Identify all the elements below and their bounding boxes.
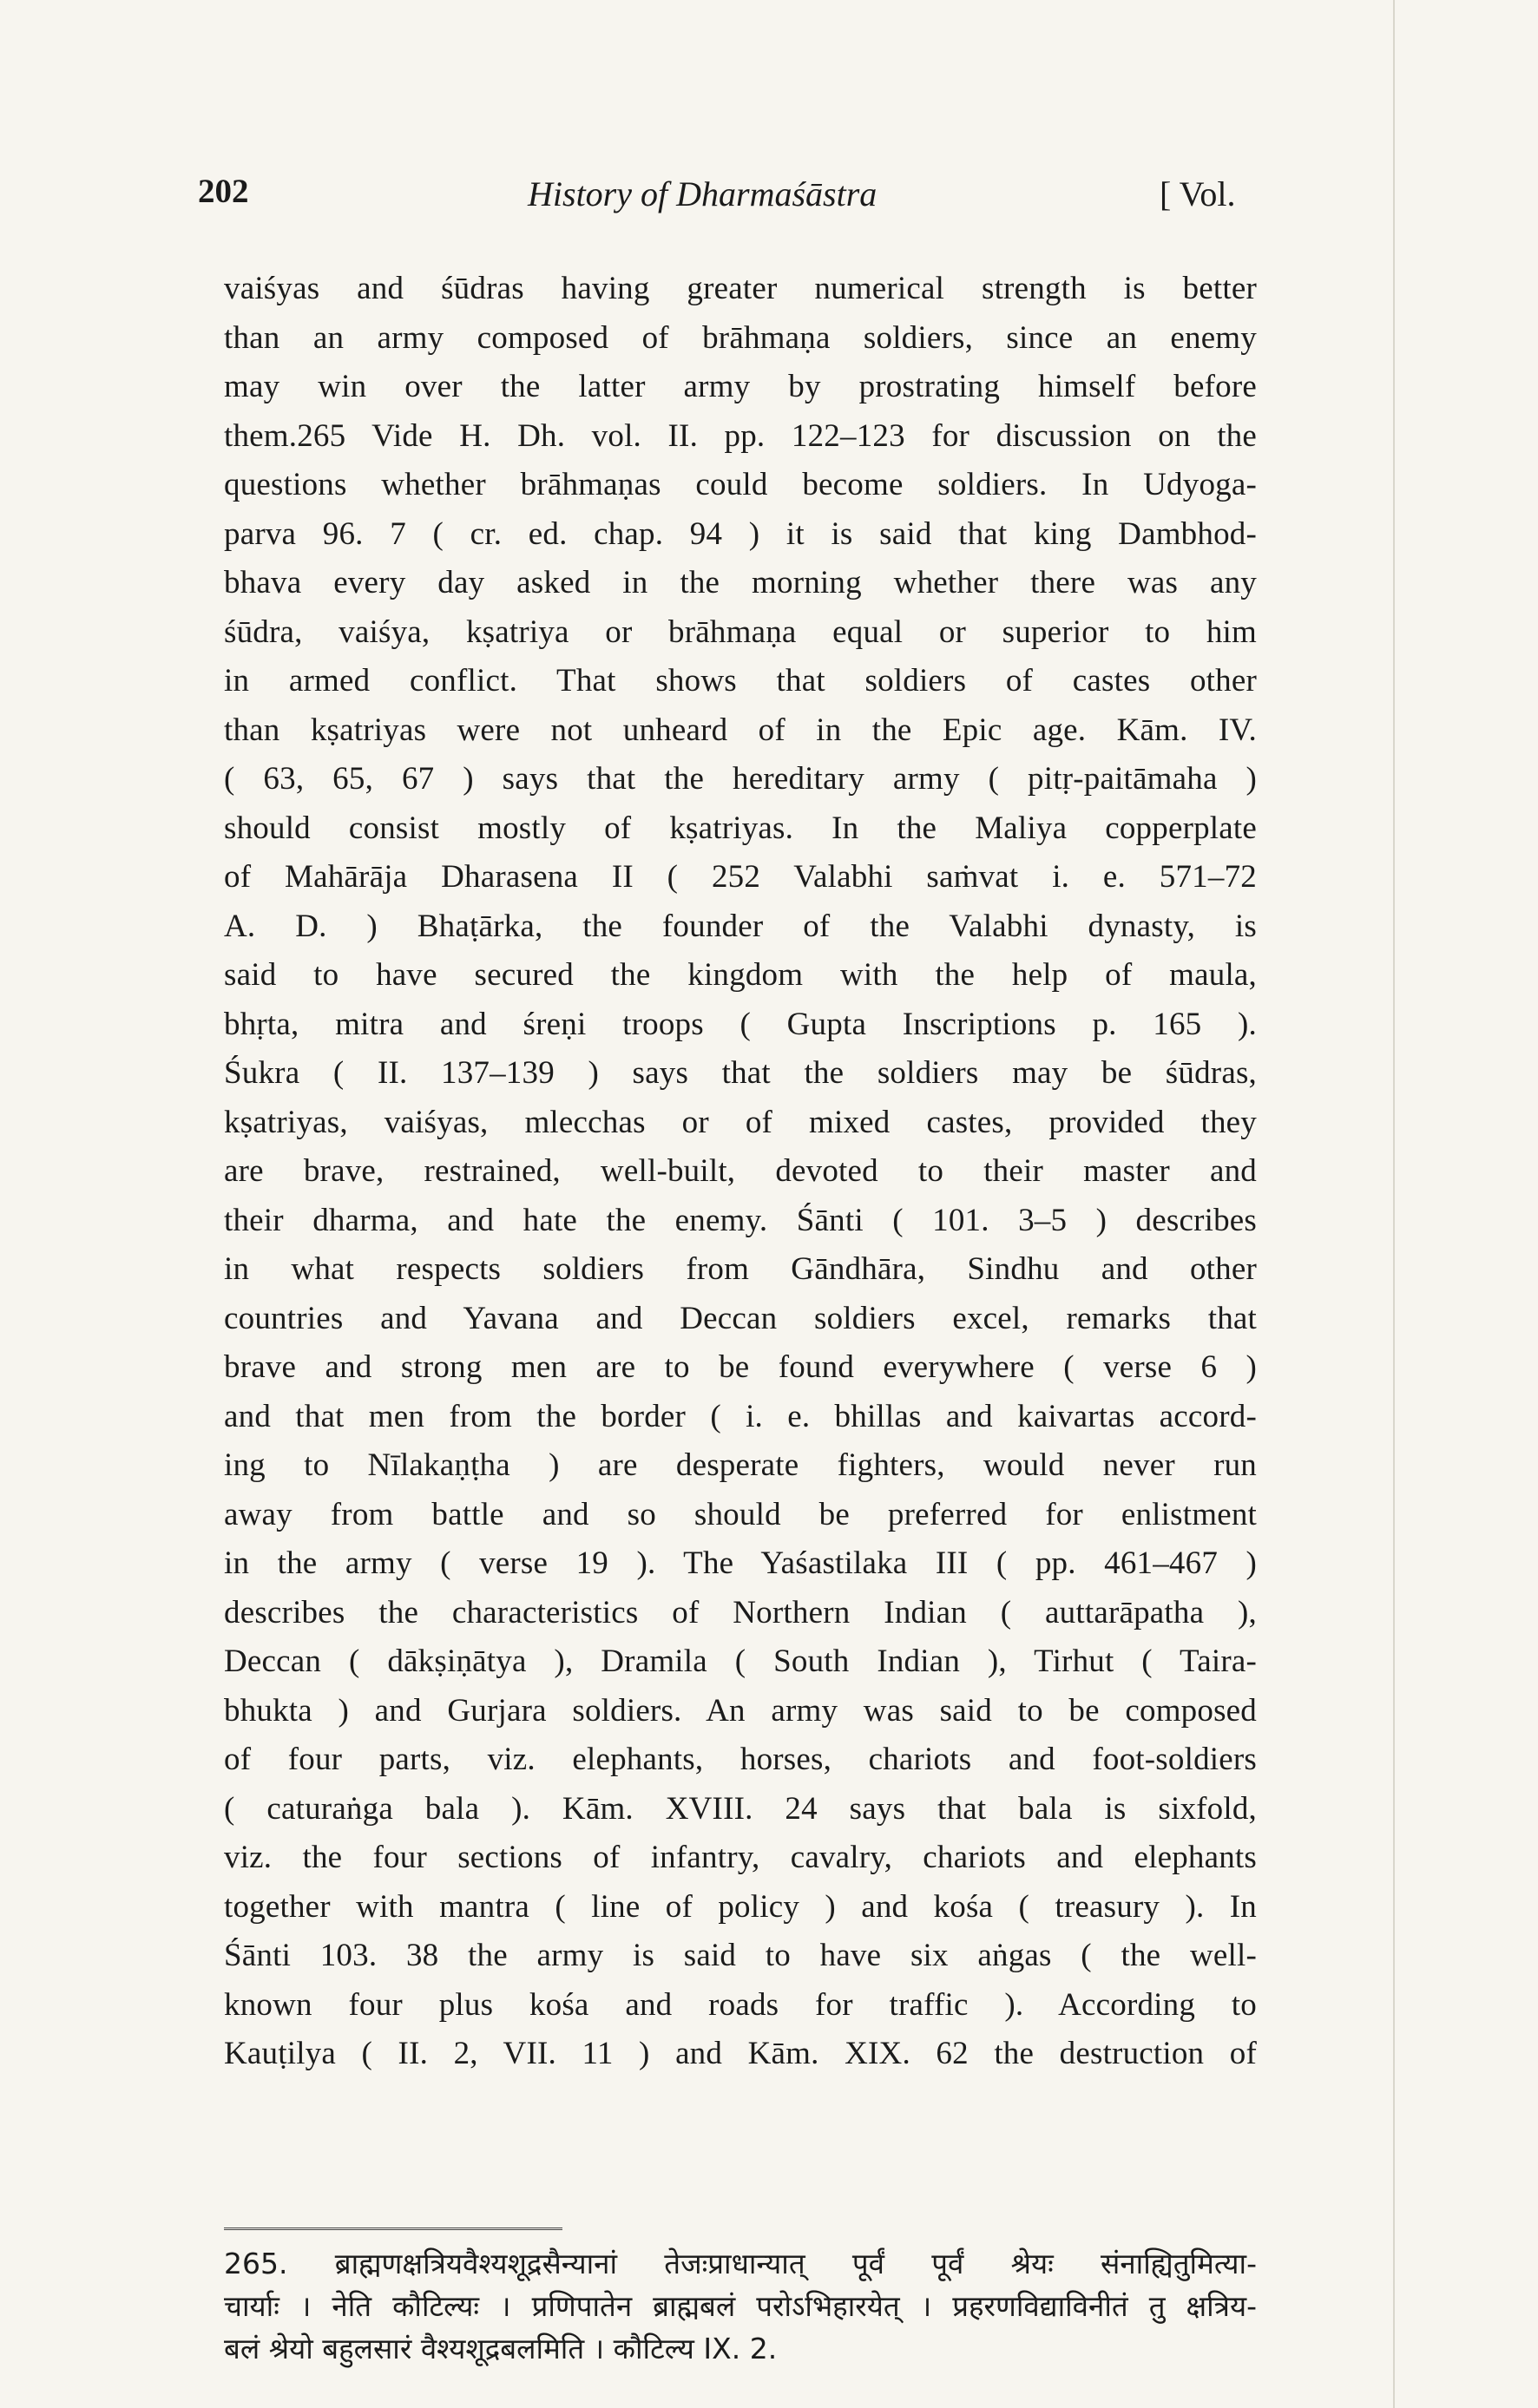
body-line: describes the characteristics of Northern Indian ( auttarāpatha ), [224, 1594, 1257, 1630]
body-line: countries and Yavana and Deccan soldiers excel, remarks that [224, 1300, 1257, 1336]
body-line: kṣatriyas, vaiśyas, mlecchas or of mixed castes, provided they [224, 1104, 1257, 1140]
body-line: bhava every day asked in the morning whether there was any [224, 565, 1257, 600]
body-line: vaiśyas and śūdras having greater numerical strength is better [224, 271, 1257, 306]
body-line: of four parts, viz. elephants, horses, chariots and foot-soldiers [224, 1742, 1257, 1777]
body-line: śūdra, vaiśya, kṣatriya or brāhmaṇa equal or superior to him [224, 613, 1257, 650]
body-line: parva 96. 7 ( cr. ed. chap. 94 ) it is said that king Dambhod- [224, 515, 1257, 552]
body-line: bhukta ) and Gurjara soldiers. An army was said to be composed [224, 1692, 1257, 1729]
body-line: in what respects soldiers from Gāndhāra, Sindhu and other [224, 1251, 1257, 1287]
body-line: brave and strong men are to be found everywhere ( verse 6 ) [224, 1349, 1257, 1385]
footnote-rule [224, 2228, 562, 2230]
body-line: their dharma, and hate the enemy. Śānti ( 101. 3–5 ) describes [224, 1202, 1257, 1238]
body-line: away from battle and so should be preferred for enlistment [224, 1496, 1257, 1532]
body-line: bhṛta, mitra and śreṇi troops ( Gupta Inscriptions p. 165 ). [224, 1006, 1257, 1042]
footnote-line: 265. ब्राह्मणक्षत्रियवैश्यशूद्रसैन्यानां तेजःप्राधान्यात् पूर्वं पूर्वं श्रेयः संनाह्यितुमित्या- [224, 2247, 1257, 2280]
body-line: and that men from the border ( i. e. bhillas and kaivartas accord- [224, 1398, 1257, 1434]
page-number: 202 [198, 173, 249, 210]
body-line: ( caturaṅga bala ). Kām. XVIII. 24 says that bala is sixfold, [224, 1790, 1257, 1827]
page-header [198, 172, 1248, 224]
body-line: Kauṭilya ( II. 2, VII. 11 ) and Kām. XIX. 62 the destruction of [224, 2036, 1257, 2071]
body-line: together with mantra ( line of policy ) and kośa ( treasury ). In [224, 1888, 1257, 1925]
footnote [224, 2242, 1257, 2370]
body-line: A. D. ) Bhaṭārka, the founder of the Valabhi dynasty, is [224, 908, 1257, 944]
body-line: may win over the latter army by prostrating himself before [224, 369, 1257, 404]
body-line: ( 63, 65, 67 ) says that the hereditary army ( pitṛ-paitāmaha ) [224, 761, 1257, 797]
body-line: are brave, restrained, well-built, devoted to their master and [224, 1153, 1257, 1189]
body-line: ing to Nīlakaṇṭha ) are desperate fighters, would never run [224, 1447, 1257, 1483]
footnote-line: बलं श्रेयो बहुलसारं वैश्यशूद्रबलमिति । कौटिल्य IX. 2. [224, 2332, 778, 2365]
page-edge-line [1393, 0, 1395, 2408]
footnote-line: चार्याः । नेति कौटिल्यः । प्रणिपातेन ब्राह्मबलं परोऽभिहारयेत् । प्रहरणविद्याविनीतं तु क्षत्रिय- [224, 2289, 1257, 2323]
body-line: than kṣatriyas were not unheard of in the Epic age. Kām. IV. [224, 712, 1257, 748]
body-line: known four plus kośa and roads for traffic ). According to [224, 1986, 1257, 2023]
body-line: in the army ( verse 19 ). The Yaśastilaka III ( pp. 461–467 ) [224, 1545, 1257, 1581]
body-line: Deccan ( dākṣiṇātya ), Dramila ( South Indian ), Tirhut ( Taira- [224, 1644, 1257, 1679]
running-title: History of Dharmaśāstra [528, 174, 877, 213]
body-line: Śānti 103. 38 the army is said to have six aṅgas ( the well- [224, 1938, 1257, 1973]
body-line: of Mahārāja Dharasena II ( 252 Valabhi saṁvat i. e. 571–72 [224, 859, 1257, 895]
volume-label: [ Vol. [1160, 174, 1236, 213]
body-line: them.265 Vide H. Dh. vol. II. pp. 122–123 for discussion on the [224, 417, 1257, 454]
body-line: than an army composed of brāhmaṇa soldiers, since an enemy [224, 319, 1257, 356]
body-line: Śukra ( II. 137–139 ) says that the soldiers may be śūdras, [224, 1055, 1257, 1091]
body-line: questions whether brāhmaṇas could become soldiers. In Udyoga- [224, 467, 1257, 502]
body-line: in armed conflict. That shows that soldiers of castes other [224, 663, 1257, 699]
body-text [224, 265, 1257, 2079]
body-line: viz. the four sections of infantry, cavalry, chariots and elephants [224, 1840, 1257, 1875]
body-line: should consist mostly of kṣatriyas. In the Maliya copperplate [224, 810, 1257, 846]
body-line: said to have secured the kingdom with the help of maula, [224, 957, 1257, 993]
